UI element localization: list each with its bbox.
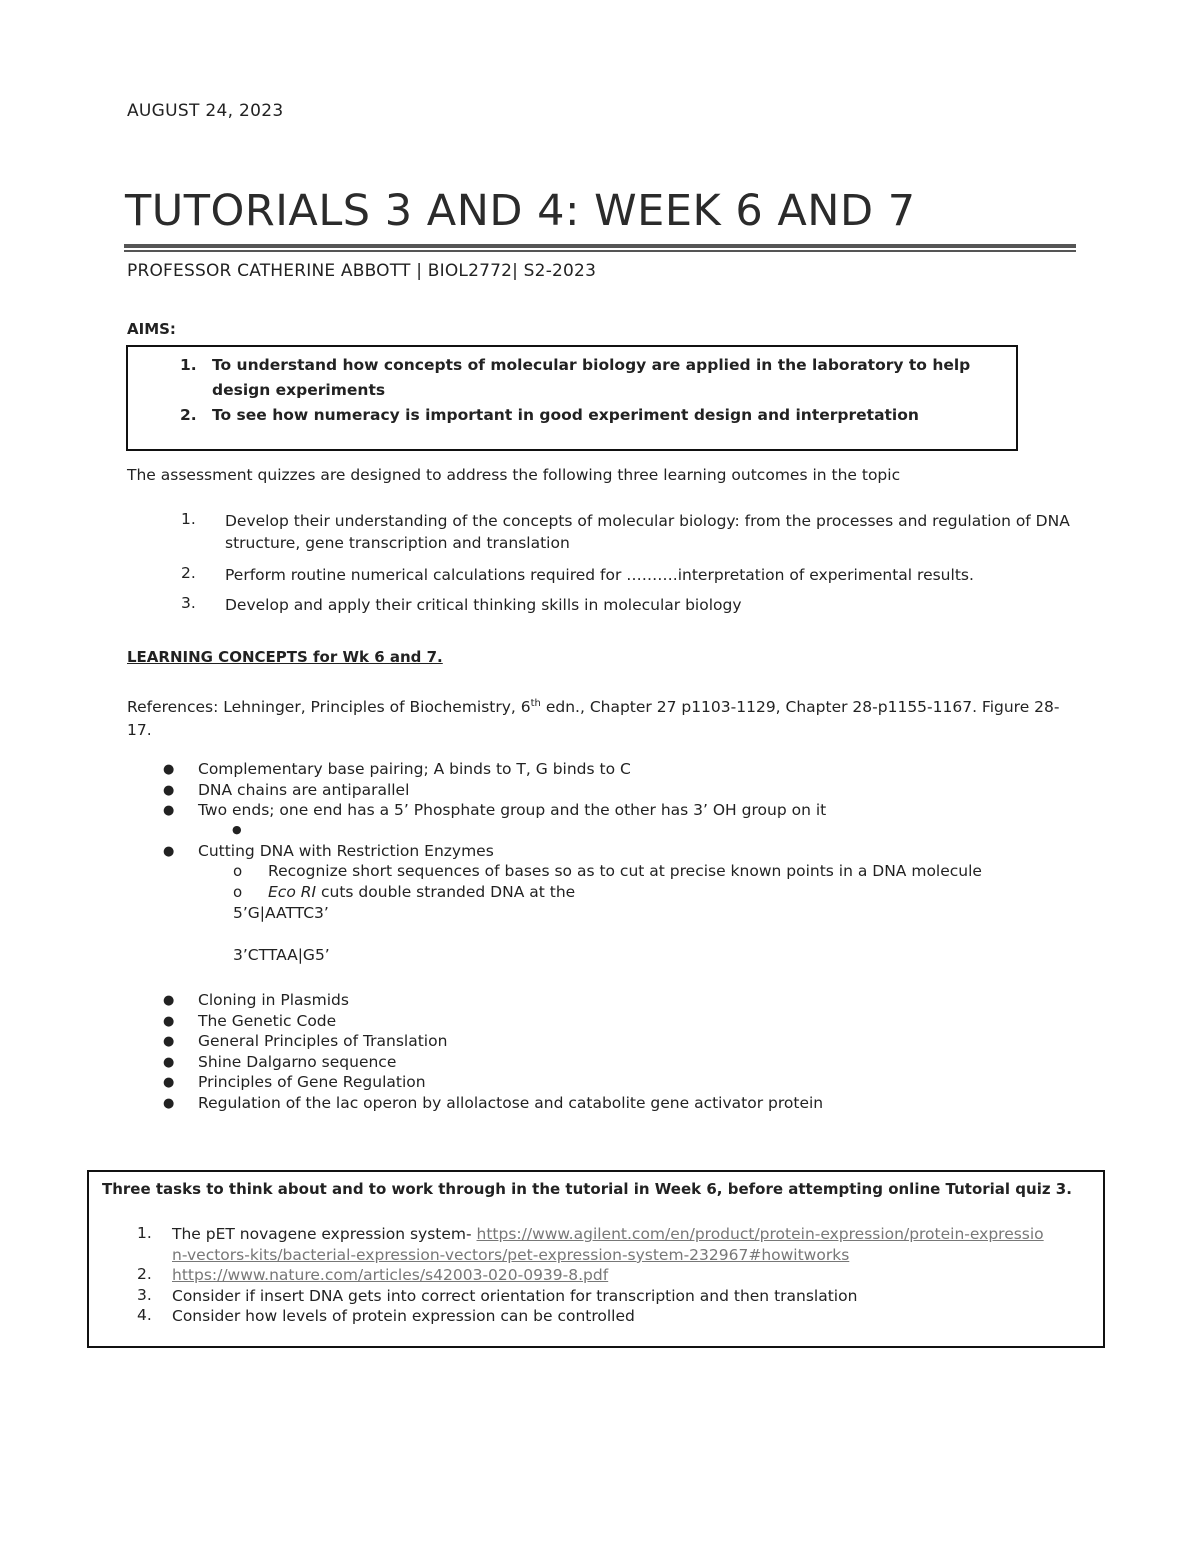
- sub-bullet-marker: o: [233, 862, 243, 880]
- sequence-top-strand: 5’G|AATTC3’: [233, 904, 329, 922]
- bullet-icon: ●: [163, 993, 175, 1008]
- list-item: Cutting DNA with Restriction Enzymes: [198, 842, 494, 860]
- list-item: Shine Dalgarno sequence: [198, 1053, 397, 1071]
- learning-concepts-heading: LEARNING CONCEPTS for Wk 6 and 7.: [127, 648, 443, 666]
- bullet-icon: ●: [163, 1034, 175, 1049]
- course-subtitle: PROFESSOR CATHERINE ABBOTT | BIOL2772| S2-2023: [127, 261, 597, 281]
- aim-text: To see how numeracy is important in good experiment design and interpretation: [212, 406, 919, 424]
- sub-list-item: [268, 883, 575, 901]
- bullet-icon: ●: [163, 1055, 175, 1070]
- bullet-icon: ●: [163, 1014, 175, 1029]
- outcomes-intro: The assessment quizzes are designed to address the following three learning outcomes in the topic: [127, 466, 901, 484]
- tasks-heading: Three tasks to think about and to work through in the tutorial in Week 6, before attempting online Tutorial quiz 3.: [102, 1180, 1072, 1198]
- aim-number: 1.: [180, 356, 197, 374]
- outcome-number: 3.: [181, 594, 196, 612]
- task-item: Consider how levels of protein expression can be controlled: [172, 1307, 635, 1325]
- sub-list-item-text: cuts double stranded DNA at the: [316, 883, 576, 901]
- sub-list-item: Recognize short sequences of bases so as to cut at precise known points in a DNA molecule: [268, 862, 982, 880]
- title-divider-thin: [124, 250, 1076, 252]
- bullet-icon: ●: [163, 1096, 175, 1111]
- bullet-icon: ●: [163, 803, 175, 818]
- task-number: 3.: [137, 1286, 152, 1304]
- aims-label: AIMS:: [127, 320, 176, 338]
- agilent-link[interactable]: https://www.agilent.com/en/product/protein-expression/protein-expression-vectors-kits/bacterial-expression-vectors/pet-expression-system-232967#howitworks: [172, 1225, 1044, 1264]
- task-number: 4.: [137, 1306, 152, 1324]
- references-superscript: th: [530, 698, 541, 709]
- bullet-icon: ●: [163, 762, 175, 777]
- task-item: [172, 1265, 1052, 1286]
- outcome-number: 1.: [181, 510, 196, 528]
- outcome-text: Develop and apply their critical thinking skills in molecular biology: [225, 596, 742, 614]
- list-item: Regulation of the lac operon by allolactose and catabolite gene activator protein: [198, 1094, 824, 1112]
- bullet-icon: ●: [163, 783, 175, 798]
- references-text: [127, 692, 1072, 742]
- references-suffix: edn., Chapter 27 p1103-1129, Chapter 28-p1155-1167. Figure 28-17.: [127, 698, 1060, 740]
- task-number: 1.: [137, 1224, 152, 1242]
- document-date: AUGUST 24, 2023: [127, 101, 284, 121]
- list-item: General Principles of Translation: [198, 1032, 448, 1050]
- outcome-text: Perform routine numerical calculations required for ……….interpretation of experimental results.: [225, 566, 974, 584]
- sequence-bottom-strand: 3’CTTAA|G5’: [233, 946, 330, 964]
- page-title: TUTORIALS 3 AND 4: WEEK 6 AND 7: [125, 186, 916, 236]
- bullet-icon: ●: [163, 1075, 175, 1090]
- task-number: 2.: [137, 1265, 152, 1283]
- task-item: Consider if insert DNA gets into correct orientation for transcription and then translation: [172, 1287, 858, 1305]
- enzyme-name: Eco RI: [268, 883, 317, 901]
- sub-bullet-marker: o: [233, 883, 243, 901]
- aim-number: 2.: [180, 406, 197, 424]
- list-item: Two ends; one end has a 5’ Phosphate group and the other has 3’ OH group on it: [198, 801, 827, 819]
- list-item: Principles of Gene Regulation: [198, 1073, 426, 1091]
- references-prefix: References: Lehninger, Principles of Biochemistry, 6: [127, 698, 531, 717]
- task-item: [172, 1224, 1052, 1266]
- nature-article-link[interactable]: https://www.nature.com/articles/s42003-020-0939-8.pdf: [172, 1266, 609, 1284]
- list-item: Complementary base pairing; A binds to T, G binds to C: [198, 760, 631, 778]
- list-item: DNA chains are antiparallel: [198, 781, 410, 799]
- bullet-icon: ●: [163, 844, 175, 859]
- outcome-text: Develop their understanding of the concepts of molecular biology: from the processes and regulation of DNA structure, gene transcription and translation: [225, 512, 1070, 552]
- list-item: Cloning in Plasmids: [198, 991, 349, 1009]
- task-text: The pET novagene expression system-: [172, 1225, 477, 1243]
- empty-bullet-icon: ●: [232, 823, 242, 836]
- aim-text: To understand how concepts of molecular biology are applied in the laboratory to help design experiments: [212, 356, 971, 399]
- outcome-number: 2.: [181, 564, 196, 582]
- title-divider: [124, 244, 1076, 248]
- list-item: The Genetic Code: [198, 1012, 337, 1030]
